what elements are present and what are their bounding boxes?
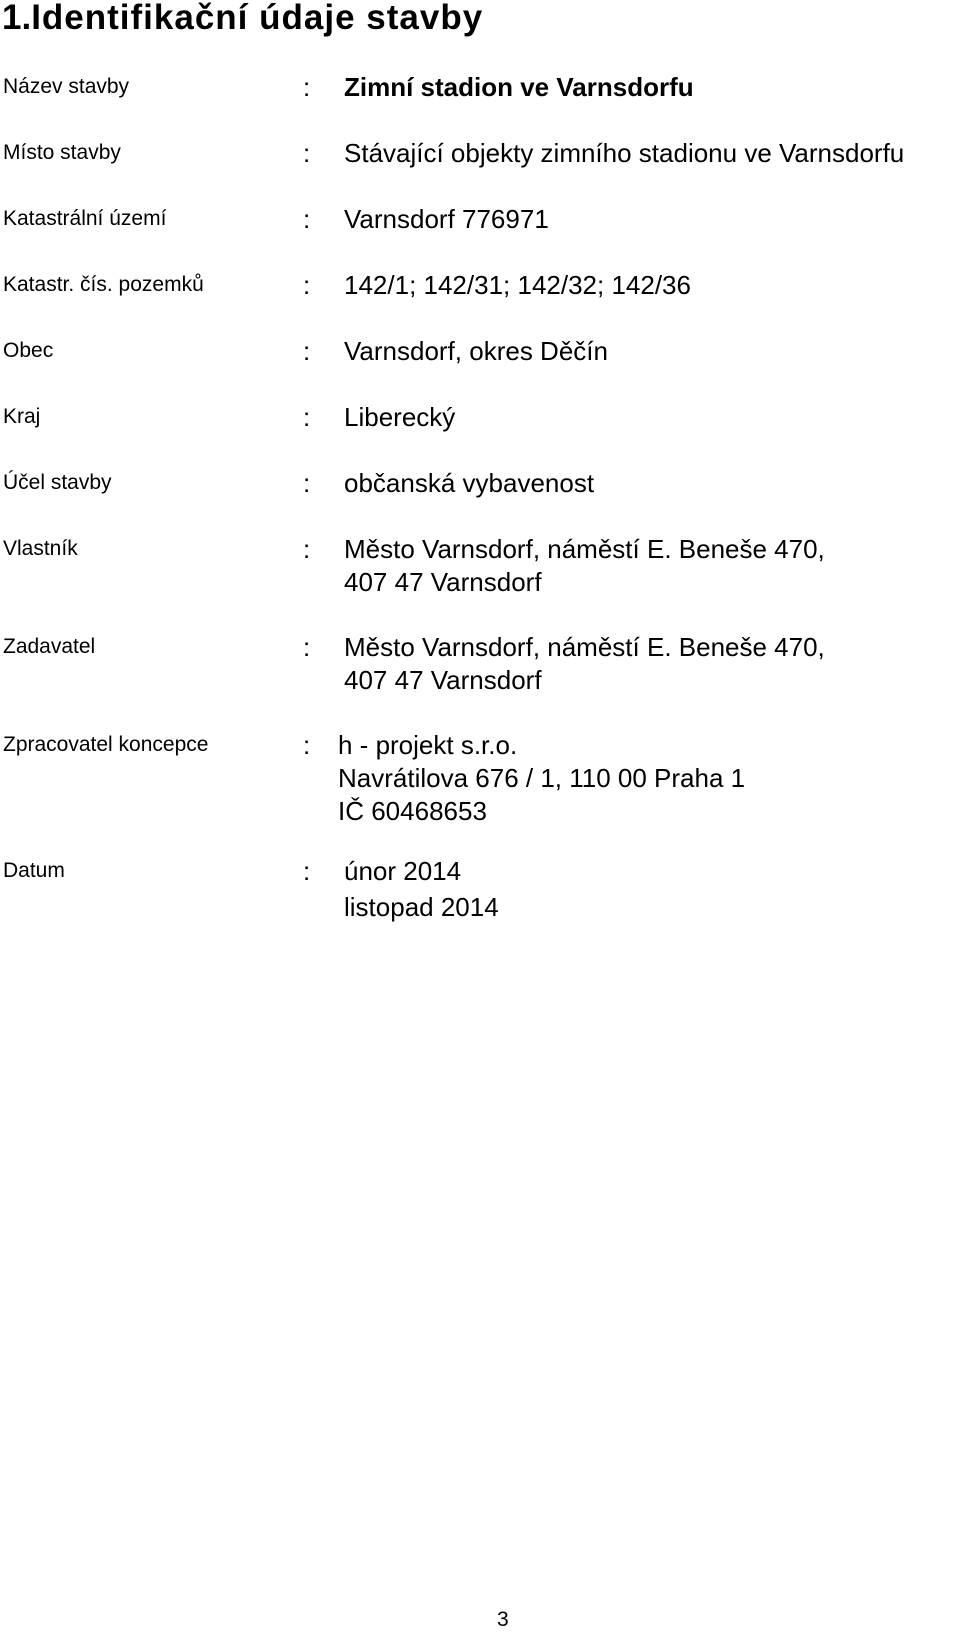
field-label: Místo stavby [3, 141, 121, 164]
field-value [344, 467, 594, 500]
field-value-line: 407 47 Varnsdorf [344, 567, 542, 597]
field-value-line: Město Varnsdorf, náměstí E. Beneše 470, [344, 632, 825, 662]
field-value-line: listopad 2014 [344, 892, 499, 922]
field-colon: : [303, 468, 311, 498]
section-title: Identifikační údaje stavby [31, 0, 484, 37]
field-value [344, 631, 825, 697]
field-value-line: h - projekt s.r.o. [338, 730, 518, 760]
field-value [344, 269, 691, 302]
field-value-line: občanská vybavenost [344, 468, 595, 498]
field-value-line: 142/1; 142/31; 142/32; 142/36 [344, 270, 691, 300]
field-colon: : [303, 856, 311, 886]
field-label: Vlastník [3, 537, 78, 560]
field-label: Název stavby [3, 75, 130, 98]
field-value [344, 335, 608, 368]
field-colon: : [303, 138, 311, 168]
field-value-line: Varnsdorf 776971 [344, 204, 549, 234]
field-value [344, 401, 455, 434]
field-value-line: Navrátilova 676 / 1, 110 00 Praha 1 [338, 763, 746, 793]
field-label: Kraj [3, 405, 41, 428]
section-heading [2, 0, 483, 38]
field-value [344, 137, 904, 170]
field-label: Zpracovatel koncepce [3, 733, 209, 756]
field-colon: : [303, 534, 311, 564]
field-value [338, 729, 745, 828]
field-colon: : [303, 730, 311, 760]
field-label: Katastr. čís. pozemků [3, 273, 204, 296]
field-colon: : [303, 72, 311, 102]
field-value [344, 203, 549, 236]
field-value [344, 71, 694, 104]
field-colon: : [303, 270, 311, 300]
field-colon: : [303, 402, 311, 432]
field-value-line: Liberecký [344, 402, 456, 432]
field-value-line: únor 2014 [344, 856, 462, 886]
field-label: Katastrální území [3, 207, 167, 230]
field-colon: : [303, 336, 311, 366]
field-value-line: Město Varnsdorf, náměstí E. Beneše 470, [344, 534, 825, 564]
field-value-line: Stávající objekty zimního stadionu ve Varnsdorfu [344, 138, 905, 168]
field-value [344, 533, 825, 599]
page-number: 3 [497, 1608, 509, 1631]
field-label: Datum [3, 859, 65, 882]
field-value [344, 855, 499, 924]
field-value-line: Zimní stadion ve Varnsdorfu [344, 72, 694, 102]
field-colon: : [303, 632, 311, 662]
field-label: Zadavatel [3, 635, 96, 658]
field-label: Obec [3, 339, 54, 362]
field-value-line: 407 47 Varnsdorf [344, 665, 542, 695]
section-number: 1. [2, 0, 32, 37]
field-value-line: Varnsdorf, okres Děčín [344, 336, 608, 366]
field-label: Účel stavby [3, 471, 112, 494]
field-colon: : [303, 204, 311, 234]
field-value-line: IČ 60468653 [338, 796, 487, 826]
